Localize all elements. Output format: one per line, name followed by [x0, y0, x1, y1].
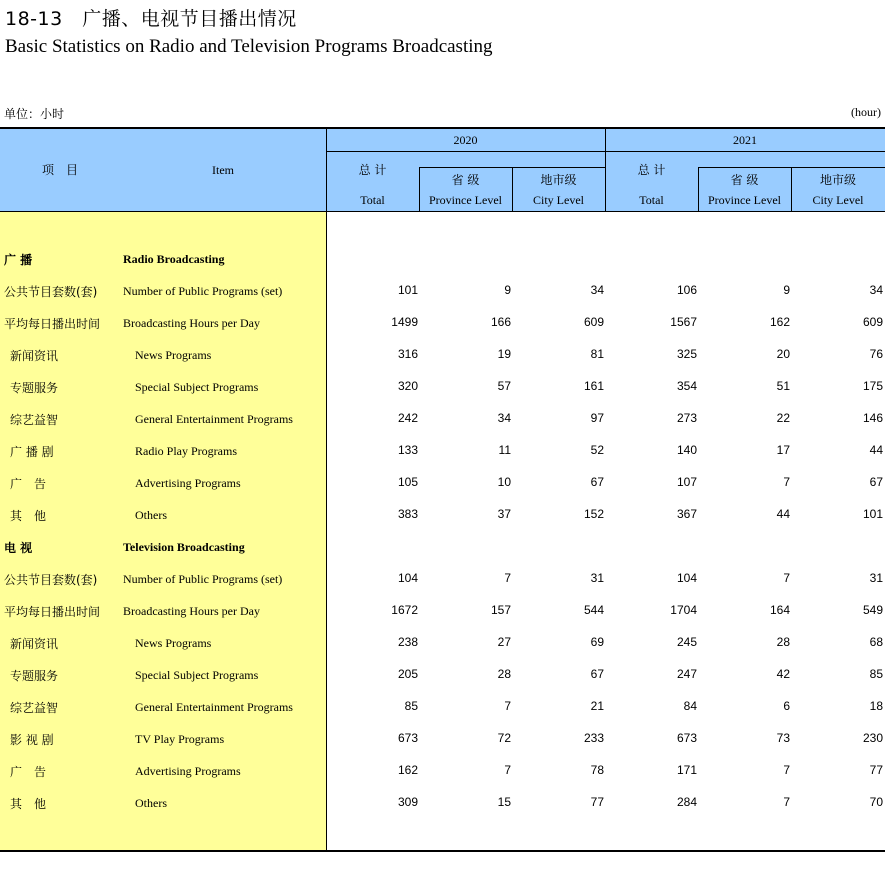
value-cell: 325: [676, 347, 697, 361]
row-label-en: Broadcasting Hours per Day: [123, 316, 260, 330]
value-cell: 609: [862, 315, 883, 329]
value-cell: 7: [504, 763, 511, 777]
table-row: [0, 724, 885, 756]
value-cell: 354: [676, 379, 697, 393]
value-cell: 367: [676, 507, 697, 521]
value-cell: 28: [497, 667, 511, 681]
value-cell: 673: [676, 731, 697, 745]
header-bottom-rule: [0, 211, 885, 212]
value-cell: 15: [497, 795, 511, 809]
row-label-en: General Entertainment Programs: [135, 412, 293, 426]
value-cell: 68: [869, 635, 883, 649]
value-cell: 84: [683, 699, 697, 713]
section-row: [0, 532, 885, 564]
table-row: [0, 756, 885, 788]
value-cell: 152: [583, 507, 604, 521]
header-year-2021: 2021: [733, 133, 757, 147]
value-cell: 233: [583, 731, 604, 745]
value-cell: 544: [583, 603, 604, 617]
value-cell: 85: [869, 667, 883, 681]
value-cell: 104: [676, 571, 697, 585]
table-title-cn: 18-13 广播、电视节目播出情况: [5, 8, 297, 30]
value-cell: 28: [776, 635, 790, 649]
value-cell: 7: [504, 699, 511, 713]
table-row: [0, 788, 885, 820]
row-label-cn: 电 视: [4, 541, 33, 555]
row-label-en: Others: [135, 796, 167, 810]
row-label-en: Television Broadcasting: [123, 540, 245, 554]
value-cell: 70: [869, 795, 883, 809]
value-cell: 67: [869, 475, 883, 489]
value-cell: 107: [676, 475, 697, 489]
value-cell: 77: [869, 763, 883, 777]
table-row: [0, 596, 885, 628]
row-label-en: TV Play Programs: [135, 732, 225, 746]
row-label-cn: 广 告: [10, 765, 47, 779]
row-label-en: News Programs: [135, 348, 212, 362]
header-city-en: City Level: [812, 193, 864, 207]
value-cell: 7: [504, 571, 511, 585]
value-cell: 146: [862, 411, 883, 425]
value-cell: 247: [676, 667, 697, 681]
row-label-cn: 专题服务: [10, 381, 59, 395]
value-cell: 42: [776, 667, 790, 681]
unit-label-cn: 单位：小时: [4, 107, 65, 121]
value-cell: 162: [769, 315, 790, 329]
row-label-en: Radio Broadcasting: [123, 252, 225, 266]
row-label-cn: 综艺益智: [10, 701, 59, 715]
table-row: [0, 692, 885, 724]
row-label-en: Others: [135, 508, 167, 522]
value-cell: 31: [590, 571, 604, 585]
header-city-cn: 地市级: [540, 173, 577, 187]
row-label-cn: 其 他: [10, 797, 47, 811]
value-cell: 549: [862, 603, 883, 617]
row-label-cn: 影 视 剧: [10, 733, 54, 747]
row-label-cn: 其 他: [10, 509, 47, 523]
row-label-en: Number of Public Programs (set): [123, 284, 283, 298]
header-item-en: Item: [212, 163, 234, 177]
value-cell: 34: [869, 283, 883, 297]
value-cell: 7: [783, 475, 790, 489]
value-cell: 67: [590, 667, 604, 681]
value-cell: 44: [869, 443, 883, 457]
value-cell: 309: [397, 795, 418, 809]
value-cell: 164: [769, 603, 790, 617]
header-item-cn: 项 目: [41, 163, 78, 177]
value-cell: 284: [676, 795, 697, 809]
value-cell: 52: [590, 443, 604, 457]
value-cell: 9: [504, 283, 511, 297]
value-cell: 238: [397, 635, 418, 649]
value-cell: 34: [590, 283, 604, 297]
value-cell: 18: [869, 699, 883, 713]
header-province-cn: 省 级: [451, 173, 480, 187]
value-cell: 69: [590, 635, 604, 649]
row-label-cn: 平均每日播出时间: [4, 605, 101, 619]
header-total-cn: 总 计: [637, 163, 666, 177]
section-row: [0, 244, 885, 276]
top-rule: [0, 127, 885, 129]
value-cell: 17: [776, 443, 790, 457]
value-cell: 7: [783, 763, 790, 777]
value-cell: 85: [404, 699, 418, 713]
value-cell: 37: [497, 507, 511, 521]
value-cell: 57: [497, 379, 511, 393]
table-row: [0, 340, 885, 372]
row-label-cn: 公共节目套数(套): [4, 573, 98, 587]
statistics-table: [0, 127, 885, 852]
value-cell: 27: [497, 635, 511, 649]
value-cell: 106: [676, 283, 697, 297]
row-label-cn: 新闻资讯: [10, 349, 59, 363]
row-label-en: Radio Play Programs: [135, 444, 237, 458]
value-cell: 67: [590, 475, 604, 489]
value-cell: 31: [869, 571, 883, 585]
row-label-en: Advertising Programs: [135, 476, 241, 490]
value-cell: 161: [583, 379, 604, 393]
value-cell: 72: [497, 731, 511, 745]
table-row: [0, 468, 885, 500]
value-cell: 34: [497, 411, 511, 425]
row-label-cn: 综艺益智: [10, 413, 59, 427]
table-row: [0, 404, 885, 436]
value-cell: 1704: [670, 603, 697, 617]
value-cell: 245: [676, 635, 697, 649]
value-cell: 383: [397, 507, 418, 521]
table-row: [0, 372, 885, 404]
row-label-cn: 广 播 剧: [10, 445, 54, 459]
value-cell: 44: [776, 507, 790, 521]
table-row: [0, 436, 885, 468]
row-label-cn: 广 播: [4, 253, 33, 267]
unit-label-en: (hour): [851, 105, 881, 119]
value-cell: 133: [397, 443, 418, 457]
value-cell: 157: [490, 603, 511, 617]
row-label-cn: 广 告: [10, 477, 47, 491]
value-cell: 609: [583, 315, 604, 329]
header-province-en: Province Level: [429, 193, 502, 207]
value-cell: 140: [676, 443, 697, 457]
value-cell: 11: [498, 443, 511, 457]
value-cell: 320: [397, 379, 418, 393]
header-total-en: Total: [360, 193, 385, 207]
header-province-cn: 省 级: [730, 173, 759, 187]
bottom-rule: [0, 850, 885, 852]
value-cell: 105: [397, 475, 418, 489]
header-city-en: City Level: [533, 193, 584, 207]
row-label-en: Broadcasting Hours per Day: [123, 604, 260, 618]
row-label-en: News Programs: [135, 636, 212, 650]
value-cell: 205: [397, 667, 418, 681]
table-row: [0, 500, 885, 532]
table-row: [0, 276, 885, 308]
row-label-cn: 专题服务: [10, 669, 59, 683]
value-cell: 230: [862, 731, 883, 745]
row-label-en: General Entertainment Programs: [135, 700, 293, 714]
value-cell: 673: [397, 731, 418, 745]
value-cell: 10: [497, 475, 511, 489]
value-cell: 6: [783, 699, 790, 713]
row-label-en: Special Subject Programs: [135, 380, 259, 394]
value-cell: 1499: [391, 315, 418, 329]
value-cell: 166: [490, 315, 511, 329]
header-year-2020: 2020: [453, 133, 478, 147]
row-label-cn: 公共节目套数(套): [4, 285, 98, 299]
value-cell: 76: [869, 347, 883, 361]
row-label-cn: 新闻资讯: [10, 637, 59, 651]
table-row: [0, 628, 885, 660]
value-cell: 97: [590, 411, 604, 425]
row-label-en: Number of Public Programs (set): [123, 572, 283, 586]
value-cell: 171: [676, 763, 697, 777]
value-cell: 73: [776, 731, 790, 745]
header-province-en: Province Level: [708, 193, 781, 207]
value-cell: 1567: [670, 315, 697, 329]
value-cell: 7: [783, 571, 790, 585]
value-cell: 101: [397, 283, 418, 297]
value-cell: 175: [862, 379, 883, 393]
table-row: [0, 308, 885, 340]
value-cell: 101: [862, 507, 883, 521]
value-cell: 7: [783, 795, 790, 809]
value-cell: 51: [776, 379, 790, 393]
row-label-en: Advertising Programs: [135, 764, 241, 778]
row-label-cn: 平均每日播出时间: [4, 317, 101, 331]
value-cell: 162: [397, 763, 418, 777]
header-city-cn: 地市级: [819, 173, 856, 187]
value-cell: 9: [783, 283, 790, 297]
header-total-en: Total: [639, 193, 664, 207]
value-cell: 21: [590, 699, 604, 713]
value-cell: 273: [676, 411, 697, 425]
value-cell: 78: [590, 763, 604, 777]
value-cell: 20: [776, 347, 790, 361]
value-cell: 22: [776, 411, 790, 425]
value-cell: 1672: [391, 603, 418, 617]
value-cell: 19: [497, 347, 511, 361]
value-cell: 104: [397, 571, 418, 585]
value-cell: 77: [590, 795, 604, 809]
table-title-en: Basic Statistics on Radio and Television Programs Broadcasting: [5, 36, 493, 57]
table-row: [0, 564, 885, 596]
row-label-en: Special Subject Programs: [135, 668, 259, 682]
value-cell: 81: [590, 347, 604, 361]
value-cell: 316: [397, 347, 418, 361]
header-total-cn: 总 计: [358, 163, 387, 177]
table-row: [0, 660, 885, 692]
value-cell: 242: [397, 411, 418, 425]
